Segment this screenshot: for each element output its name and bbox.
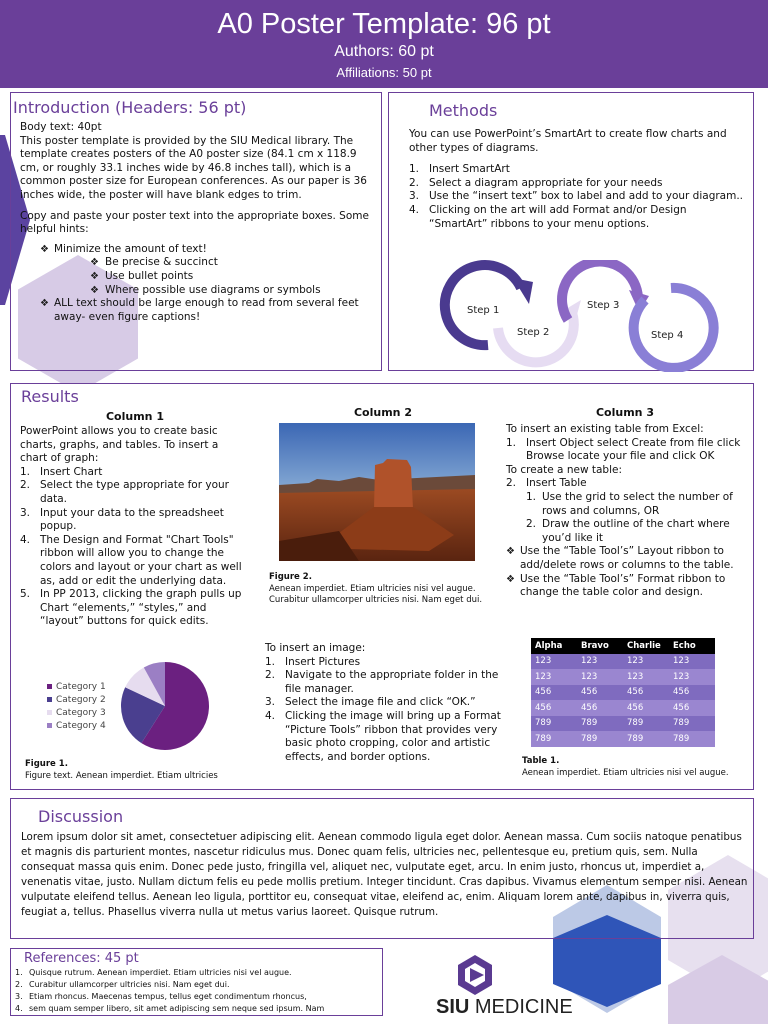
table-cell: 123 [577, 669, 623, 685]
diamond-bullet-icon: ❖ [90, 257, 99, 269]
reference-number: 1. [15, 968, 23, 977]
methods-step [409, 177, 745, 191]
step-text: Select a diagram appropriate for your needs [429, 176, 663, 189]
step-number: 2. [265, 669, 276, 682]
table-cell: 456 [669, 685, 715, 701]
logo-text-light: MEDICINE [469, 996, 573, 1018]
logo-text-bold: SIU [436, 996, 470, 1018]
legend-swatch [47, 697, 52, 702]
table-cell: 123 [669, 654, 715, 670]
step-text: Insert Table [526, 477, 587, 490]
step-number: 4. [20, 533, 31, 546]
step-number: 2. [409, 176, 420, 189]
intro-paragraph-2: Copy and paste your poster text into the appropriate boxes. Some helpful hints: [20, 209, 369, 236]
step-4-label: Step 4 [651, 330, 684, 341]
step-3-label: Step 3 [587, 300, 620, 311]
step-text: Insert SmartArt [429, 163, 510, 176]
methods-step [409, 163, 745, 177]
reference-number: 2. [15, 980, 23, 989]
methods-body [409, 128, 745, 231]
column-3-intro: To insert an existing table from Excel: [506, 423, 704, 435]
table-cell: 789 [623, 716, 669, 732]
table-1-text: Aenean imperdiet. Etiam ultricies nisi vel augue. [522, 768, 729, 778]
reference-item [15, 1003, 379, 1015]
table-cell: 789 [531, 716, 577, 732]
column-3-step: 1. Insert Object select Create from file click Browse locate your file and click OK [506, 436, 741, 463]
hint-sub-item [20, 270, 376, 284]
table-header-cell: Echo [669, 638, 715, 654]
reference-item [15, 991, 379, 1003]
step-1-label: Step 1 [467, 305, 500, 316]
legend-label: Category 4 [56, 720, 106, 731]
discussion-heading: Discussion [38, 807, 124, 826]
step-number: 1. [265, 655, 276, 668]
table-cell: 789 [531, 731, 577, 747]
table-cell: 789 [623, 731, 669, 747]
step-2-label: Step 2 [517, 327, 550, 338]
step-text: The Design and Format "Chart Tools" ribbon will allow you to change the colors and layout or your chart as well as, add or edit the underlying data. [40, 533, 242, 587]
step-text: Navigate to the appropriate folder in the file manager. [285, 669, 499, 695]
column-2-step [265, 669, 501, 696]
pie-chart [115, 660, 215, 752]
introduction-box [10, 92, 382, 371]
hint-item [20, 297, 376, 324]
bullet-text: Use the “Table Tool’s” Format ribbon to change the table color and design. [520, 572, 726, 599]
figure-1-text: Figure text. Aenean imperdiet. Etiam ultricies [25, 771, 218, 781]
reference-text: Quisque rutrum. Aenean imperdiet. Etiam ultricies nisi vel augue. [29, 968, 292, 977]
column-1-step [20, 588, 245, 629]
reference-number: 4. [15, 1004, 23, 1013]
figure-2-label: Figure 2 [269, 572, 309, 582]
methods-box [388, 92, 754, 371]
table-cell: 123 [623, 654, 669, 670]
legend-swatch [47, 684, 52, 689]
table-cell: 456 [577, 700, 623, 716]
step-number: 3. [20, 506, 31, 519]
step-text: Clicking the image will bring up a Format “Picture Tools” ribbon that provides very basic photo cropping, color and artistic effects, and border options. [285, 709, 501, 763]
hint-sub-text: Where possible use diagrams or symbols [105, 283, 321, 296]
references-box [10, 948, 383, 1016]
column-1-title: Column 1 [105, 410, 164, 423]
results-heading: Results [21, 387, 79, 406]
figure-1-caption: Figure 1. Figure text. Aenean imperdiet. Etiam ultricies [25, 758, 247, 782]
table-cell: 123 [531, 669, 577, 685]
methods-step [409, 190, 745, 204]
column-3-new-table: To create a new table: [506, 463, 623, 476]
step-text: In PP 2013, clicking the graph pulls up Chart “elements,” “styles,” and “layout” buttons for quick edits. [40, 588, 242, 628]
reference-text: Etiam rhoncus. Maecenas tempus, tellus eget condimentum rhoncus, [29, 992, 307, 1001]
column-2-body [265, 642, 501, 764]
table-cell: 456 [623, 700, 669, 716]
discussion-box [10, 798, 754, 939]
table-header-cell: Bravo [577, 638, 623, 654]
table-cell: 789 [669, 716, 715, 732]
step-number: 1. [409, 163, 420, 176]
table-cell: 456 [577, 685, 623, 701]
hint-sub-item [20, 256, 376, 270]
column-1-step [20, 466, 245, 480]
introduction-body [20, 121, 376, 324]
step-text: Use the “insert text” box to label and add to your diagram.. [429, 190, 744, 203]
reference-text: Curabitur ullamcorper ultricies nisi. Nam eget dui. [29, 980, 230, 989]
column-3-step: 2. Insert Table [506, 477, 587, 490]
diamond-bullet-icon: ❖ [506, 546, 515, 558]
hint-sub-item [20, 284, 376, 298]
table-row [531, 700, 715, 716]
poster-authors: Authors: 60 pt [334, 43, 434, 60]
diamond-bullet-icon: ❖ [506, 573, 515, 585]
table-1-caption: Table 1. Aenean imperdiet. Etiam ultricies nisi vel augue. [522, 755, 752, 779]
legend-label: Category 2 [56, 694, 106, 705]
poster-title: A0 Poster Template: 96 pt [217, 8, 551, 40]
column-3-sub-step: 2. Draw the outline of the chart where you’d like it [526, 518, 730, 544]
legend-item [47, 719, 106, 732]
table-row [531, 731, 715, 747]
table-1-label: Table 1 [522, 756, 557, 766]
column-3-bullet [506, 545, 746, 572]
siu-hexagon-logo-icon [456, 954, 494, 996]
column-2-step [265, 656, 501, 670]
table-cell: 456 [669, 700, 715, 716]
discussion-body: Lorem ipsum dolor sit amet, consectetuer adipiscing elit. Aenean commodo ligula eget dolor. Aenean massa. Cum sociis natoque penatibus et magnis dis parturient montes, nascetur ridiculus mus. Donec quam felis, ultricies nec, pellentesque eu, pretium quis, sem. Nulla consequat massa quis enim. Donec pede justo, fringilla vel, aliquet nec, vulputate eget, arcu. In enim justo, rhoncus ut, imperdiet a, venenatis vitae, justo. Nullam dictum felis eu pede mollis pretium. Integer tincidunt. Cras dapibus. Vivamus elementum semper nisi. Aenean vulputate eleifend tellus. Aenean leo ligula, porttitor eu, consequat vitae, eleifend ac, enim. Aliquam lorem ante, dapibus in, viverra quis, feugiat a, tellus. Phasellus viverra nulla ut metus varius laoreet. Quisque rutrum. [21, 831, 748, 918]
table-header-row [531, 638, 715, 654]
table-cell: 123 [531, 654, 577, 670]
table-row [531, 716, 715, 732]
legend-item [47, 680, 106, 693]
column-3-bullet [506, 573, 746, 600]
pie-chart-legend [47, 680, 106, 732]
poster-affiliations: Affiliations: 50 pt [336, 65, 432, 80]
references-list [15, 967, 379, 1015]
table-row [531, 654, 715, 670]
introduction-heading: Introduction (Headers: 56 pt) [13, 98, 247, 117]
reference-item [15, 967, 379, 979]
column-1-intro: PowerPoint allows you to create basic charts, graphs, and tables. To insert a chart of graph: [20, 425, 219, 465]
legend-item [47, 706, 106, 719]
legend-item [47, 693, 106, 706]
references-heading: References: 45 pt [24, 951, 139, 966]
poster-header [0, 0, 768, 88]
step-1-arrowhead [513, 278, 533, 304]
step-text: Insert Object select Create from file click Browse locate your file and click OK [526, 436, 741, 463]
diamond-bullet-icon: ❖ [40, 243, 49, 255]
siu-medicine-logo [432, 952, 572, 1022]
step-number: 3. [265, 696, 276, 709]
column-1-step [20, 534, 245, 588]
table-row [531, 669, 715, 685]
step-number: 4. [409, 203, 420, 216]
table-row [531, 685, 715, 701]
methods-intro: You can use PowerPoint’s SmartArt to create flow charts and other types of diagrams. [409, 128, 727, 154]
methods-heading: Methods [429, 101, 498, 120]
body-size-label: Body text: 40pt [20, 121, 102, 133]
reference-text: sem quam semper libero, sit amet adipiscing sem neque sed ipsum. Nam [29, 1004, 325, 1013]
desert-landscape-image [279, 423, 475, 561]
sub-step-text: Use the grid to select the number of rows and columns, OR [542, 490, 733, 517]
step-text: Input your data to the spreadsheet popup. [40, 506, 224, 533]
column-3-title: Column 3 [595, 406, 654, 419]
step-number: 4. [265, 709, 276, 722]
hint-item [20, 243, 376, 257]
column-2-intro: To insert an image: [265, 642, 366, 654]
legend-swatch [47, 723, 52, 728]
results-box [10, 383, 754, 790]
table-header-cell: Alpha [531, 638, 577, 654]
diamond-bullet-icon: ❖ [40, 298, 49, 310]
step-text: Insert Pictures [285, 655, 361, 668]
column-3-body [506, 423, 746, 600]
hint-text: ALL text should be large enough to read from several feet away- even figure captions! [54, 297, 359, 323]
column-1-step [20, 507, 245, 534]
legend-label: Category 1 [56, 681, 106, 692]
table-cell: 456 [531, 700, 577, 716]
hint-text: Minimize the amount of text! [54, 242, 207, 255]
table-cell: 789 [669, 731, 715, 747]
column-2-step [265, 696, 501, 710]
column-2-title: Column 2 [353, 406, 412, 419]
legend-swatch [47, 710, 52, 715]
table-cell: 123 [623, 669, 669, 685]
results-column-1 [20, 410, 250, 629]
step-number: 3. [409, 190, 420, 203]
table-cell: 123 [577, 654, 623, 670]
methods-step [409, 204, 745, 231]
column-1-step [20, 479, 245, 506]
table-header-cell: Charlie [623, 638, 669, 654]
step-text: Insert Chart [40, 465, 103, 478]
step-text: Clicking on the art will add Format and/or Design “SmartArt” ribbons to your menu options. [429, 203, 687, 230]
logo-wordmark [436, 996, 573, 1019]
diamond-bullet-icon: ❖ [90, 270, 99, 282]
figure-2-caption: Figure 2. Aenean imperdiet. Etiam ultricies nisi vel augue. Curabitur ullamcorper ultricies nisi. Nam eget dui. [269, 572, 487, 607]
sub-step-text: Draw the outline of the chart where you’d like it [542, 518, 730, 544]
figure-2-text: Aenean imperdiet. Etiam ultricies nisi vel augue. Curabitur ullamcorper ultricies nisi. Nam eget dui. [269, 583, 483, 605]
legend-label: Category 3 [56, 707, 106, 718]
reference-item [15, 979, 379, 991]
column-1-body [20, 425, 245, 629]
bullet-text: Use the “Table Tool’s” Layout ribbon to add/delete rows or columns to the table. [520, 545, 734, 571]
smartart-step-diagram [433, 260, 723, 372]
reference-number: 3. [15, 992, 23, 1001]
hint-sub-text: Use bullet points [105, 269, 194, 282]
column-3-sub-step: 1. Use the grid to select the number of rows and columns, OR [526, 490, 733, 517]
hint-sub-text: Be precise & succinct [105, 256, 218, 269]
results-data-table [531, 638, 715, 747]
table-cell: 123 [669, 669, 715, 685]
intro-paragraph-1: This poster template is provided by the SIU Medical library. The template creates posters of the A0 poster size (84.1 cm x 118.9 cm, or roughly 33.1 inches wide by 46.8 inches tall), which is a common poster size for European conferences. As our paper is 36 inches wide, the poster will have blank edges to trim. [20, 134, 367, 201]
table-cell: 789 [577, 716, 623, 732]
table-cell: 456 [623, 685, 669, 701]
table-cell: 456 [531, 685, 577, 701]
step-text: Select the type appropriate for your data. [40, 479, 229, 505]
step-number: 1. [20, 465, 31, 478]
column-2-step [265, 710, 501, 764]
table-cell: 789 [577, 731, 623, 747]
step-text: Select the image file and click “OK.” [285, 696, 476, 709]
diamond-bullet-icon: ❖ [90, 284, 99, 296]
figure-1-label: Figure 1 [25, 759, 65, 769]
methods-steps-list [409, 163, 745, 231]
step-number: 5. [20, 588, 31, 601]
step-number: 2. [20, 479, 31, 492]
